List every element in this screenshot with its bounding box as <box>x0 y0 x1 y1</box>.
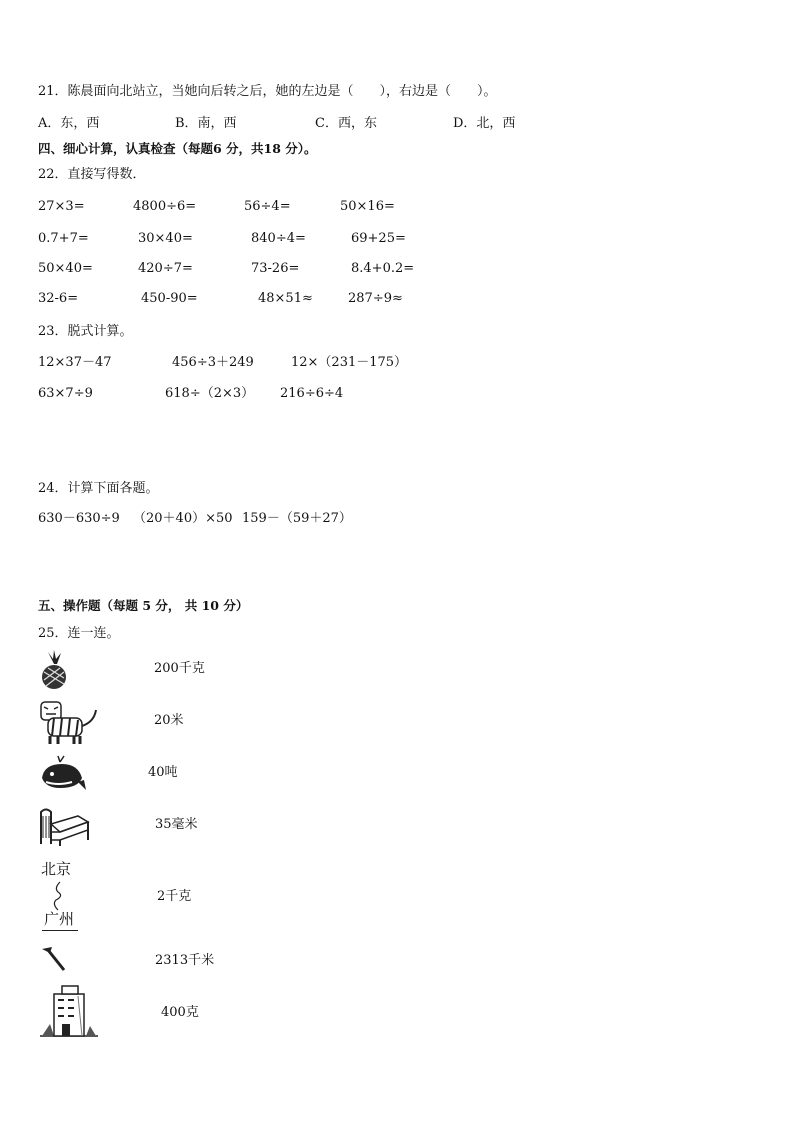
q25-label-weight[interactable]: 2313千米 <box>155 953 215 968</box>
q24-item: 159－（59＋27） <box>242 511 352 526</box>
section4-title: 四、细心计算，认真检查（每题6 分，共18 分）。 <box>38 141 317 156</box>
q22-item: 32-6= <box>38 291 79 306</box>
q23-item: 618÷（2×3） <box>165 386 255 401</box>
q23-item: 12×37－47 <box>38 355 112 370</box>
q25-label-weight[interactable]: 40吨 <box>148 765 178 780</box>
q22-item: 840÷4= <box>251 231 306 246</box>
q25-label-weight[interactable]: 200千克 <box>154 661 205 676</box>
q21-option-b[interactable]: B．南，西 <box>175 116 237 131</box>
q24-item: 630－630÷9 <box>38 511 120 526</box>
whale-icon <box>38 754 88 792</box>
nail-icon <box>38 945 68 973</box>
map-route-icon <box>40 880 80 912</box>
q22-item: 4800÷6= <box>133 199 197 214</box>
section5-title: 五、操作题（每题 5 分， 共 10 分） <box>38 598 249 613</box>
q21-option-c[interactable]: C．西，东 <box>315 116 377 131</box>
q22-item: 50×40= <box>38 261 93 276</box>
q23-item: 216÷6÷4 <box>280 386 344 401</box>
q22-item: 69+25= <box>351 231 406 246</box>
q24-stem: 24．计算下面各题。 <box>38 481 159 496</box>
bed-icon <box>38 804 92 846</box>
q22-item: 73-26= <box>251 261 300 276</box>
building-icon <box>38 984 100 1038</box>
pineapple-icon <box>38 650 70 690</box>
q22-item: 56÷4= <box>244 199 291 214</box>
q23-stem: 23．脱式计算。 <box>38 324 133 339</box>
q22-item: 0.7+7= <box>38 231 89 246</box>
q25-label-weight[interactable]: 2千克 <box>157 889 192 904</box>
q21-stem: 21．陈晨面向北站立，当她向后转之后，她的左边是（ ），右边是（ ）。 <box>38 84 497 99</box>
q23-item: 12×（231－175） <box>291 355 408 370</box>
q25-label-weight[interactable]: 400克 <box>161 1005 199 1020</box>
q23-item: 63×7÷9 <box>38 386 93 401</box>
map-label-beijing: 北京 <box>41 860 72 878</box>
q24-item: （20＋40）×50 <box>133 511 233 526</box>
q22-item: 420÷7= <box>138 261 193 276</box>
map-divider <box>42 930 78 931</box>
q21-option-d[interactable]: D．北，西 <box>453 116 516 131</box>
q22-item: 27×3= <box>38 199 85 214</box>
q22-item: 450-90= <box>141 291 198 306</box>
q22-item: 48×51≈ <box>258 291 313 306</box>
q22-stem: 22．直接写得数． <box>38 167 146 182</box>
q23-item: 456÷3＋249 <box>172 355 254 370</box>
q25-label-weight[interactable]: 20米 <box>154 713 184 728</box>
q22-item: 287÷9≈ <box>348 291 403 306</box>
map-label-guangzhou: 广州 <box>44 910 75 928</box>
q25-stem: 25．连一连。 <box>38 626 120 641</box>
tiger-icon <box>38 698 100 746</box>
q22-item: 50×16= <box>340 199 395 214</box>
q25-label-weight[interactable]: 35毫米 <box>155 817 198 832</box>
q22-item: 30×40= <box>138 231 193 246</box>
q21-option-a[interactable]: A．东，西 <box>38 116 100 131</box>
q22-item: 8.4+0.2= <box>351 261 415 276</box>
